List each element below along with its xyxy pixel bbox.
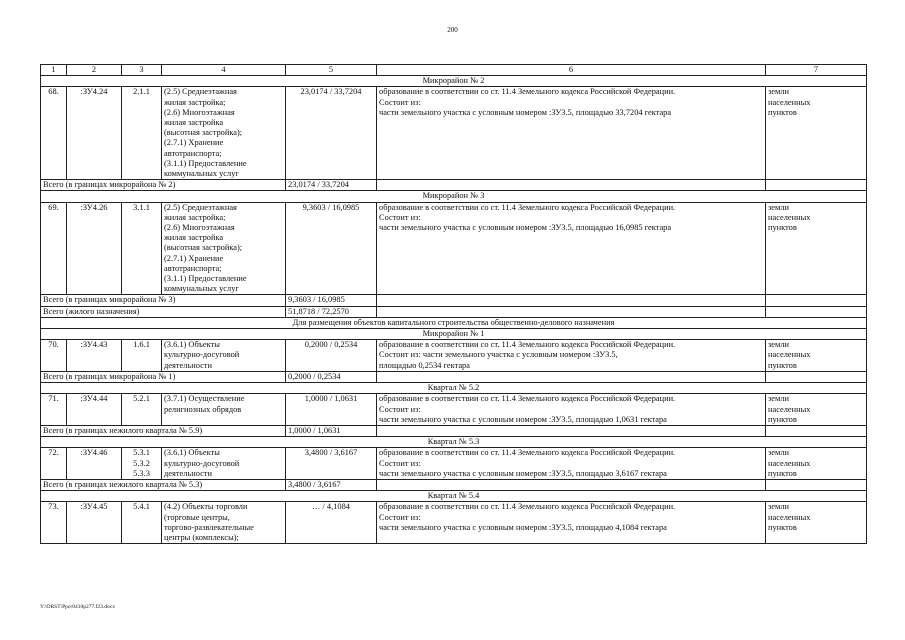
line: Состоит из: [379, 212, 421, 222]
zone-line: 2.1.1 [133, 87, 150, 97]
line: земли [768, 448, 789, 458]
zone-code [122, 394, 162, 426]
plot-area: 9,3603 / 16,0985 [286, 202, 377, 295]
line: земли [768, 394, 789, 404]
plot-code: :ЗУ4.46 [67, 448, 122, 480]
line: образование в соответствии со ст. 11.4 Земельного кодекса Российской Федерации. [379, 448, 676, 458]
line: (3.6.1) Объекты [164, 340, 220, 350]
plot-area: 1,0000 / 1,0631 [286, 394, 377, 426]
formation-description [377, 87, 766, 180]
line: Состоит из: части земельного участка с условным номером :ЗУ3.5, [379, 350, 618, 360]
section-heading: Микрорайон № 1 [41, 329, 867, 340]
permitted-use [162, 448, 286, 480]
row-number: 71. [41, 394, 67, 426]
zone-line: 1.6.1 [133, 340, 150, 350]
section-heading: Для размещения объектов капитального строительства общественно-делового назначения [41, 317, 867, 328]
permitted-use [162, 340, 286, 372]
zone-code [122, 340, 162, 372]
total-row [41, 479, 867, 490]
column-number: 7 [766, 65, 867, 76]
total-label: Всего (в границах нежилого квартала № 5.3) [41, 479, 286, 490]
section-row [41, 76, 867, 87]
line: центры (комплексы); [164, 532, 239, 542]
empty-cell [377, 425, 766, 436]
table-row [41, 87, 867, 180]
plot-area: 23,0174 / 33,7204 [286, 87, 377, 180]
zone-line: 5.3.3 [133, 468, 150, 478]
page-number: 200 [447, 26, 458, 34]
zone-line: 5.3.2 [133, 458, 150, 468]
total-label: Всего (в границах микрорайона № 3) [41, 295, 286, 306]
line: жилая застройка [164, 233, 224, 243]
total-row [41, 425, 867, 436]
line: жилая застройка [164, 118, 224, 128]
section-row [41, 383, 867, 394]
land-category [766, 502, 867, 544]
line: (3.7.1) Осуществление [164, 394, 245, 404]
land-category [766, 202, 867, 295]
footer-file-path: Y:\ORST\Ppo\0410p277.f23.docx [40, 604, 115, 610]
line: коммунальных услуг [164, 169, 239, 179]
section-heading: Квартал № 5.2 [41, 383, 867, 394]
total-row [41, 295, 867, 306]
line: площадью 0,2534 гектара [379, 360, 470, 370]
row-number: 70. [41, 340, 67, 372]
zone-code [122, 448, 162, 480]
total-area: 0,2000 / 0,2534 [286, 371, 377, 382]
empty-cell [377, 371, 766, 382]
formation-description [377, 502, 766, 544]
line: автотранспорта; [164, 148, 222, 158]
zone-code [122, 502, 162, 544]
total-label: Всего (в границах нежилого квартала № 5.9) [41, 425, 286, 436]
formation-description [377, 202, 766, 295]
row-number: 68. [41, 87, 67, 180]
plot-area: 0,2000 / 0,2534 [286, 340, 377, 372]
total-area: 1,0000 / 1,0631 [286, 425, 377, 436]
line: земли [768, 87, 789, 97]
line: (высотная застройка); [164, 128, 243, 138]
line: (2.6) Многоэтажная [164, 107, 235, 117]
line: образование в соответствии со ст. 11.4 Земельного кодекса Российской Федерации. [379, 87, 676, 97]
line: Состоит из: [379, 404, 421, 414]
total-area: 9,3603 / 16,0985 [286, 295, 377, 306]
total-row [41, 371, 867, 382]
line: Состоит из: [379, 458, 421, 468]
line: (2.5) Среднеэтажная [164, 202, 237, 212]
empty-cell [377, 479, 766, 490]
line: (2.6) Многоэтажная [164, 223, 235, 233]
line: части земельного участка с условным номером :ЗУ3.5, площадью 16,0985 гектара [379, 223, 672, 233]
line: Состоит из: [379, 97, 421, 107]
section-heading: Микрорайон № 3 [41, 191, 867, 202]
section-row [41, 437, 867, 448]
permitted-use [162, 502, 286, 544]
empty-cell [766, 371, 867, 382]
line: населенных [768, 97, 811, 107]
line: культурно-досуговой [164, 350, 240, 360]
table-row [41, 202, 867, 295]
zone-line: 5.3.1 [133, 448, 150, 458]
line: торгово-развлекательные [164, 522, 254, 532]
section-row [41, 329, 867, 340]
column-number: 6 [377, 65, 766, 76]
line: (торговые центры, [164, 512, 230, 522]
land-category [766, 340, 867, 372]
line: жилая застройка; [164, 212, 226, 222]
total-label: Всего (в границах микрорайона № 1) [41, 371, 286, 382]
line: населенных [768, 212, 811, 222]
land-category [766, 87, 867, 180]
zone-code [122, 202, 162, 295]
line: населенных [768, 458, 811, 468]
line: земли [768, 502, 789, 512]
line: (4.2) Объекты торговли [164, 502, 248, 512]
column-number: 1 [41, 65, 67, 76]
line: образование в соответствии со ст. 11.4 Земельного кодекса Российской Федерации. [379, 394, 676, 404]
line: пунктов [768, 107, 797, 117]
table-body [41, 65, 867, 544]
total-row [41, 306, 867, 317]
line: (2.7.1) Хранение [164, 253, 224, 263]
empty-cell [766, 295, 867, 306]
total-area: 3,4800 / 3,6167 [286, 479, 377, 490]
line: части земельного участка с условным номером :ЗУ3.5, площадью 4,1084 гектара [379, 522, 667, 532]
plot-code: :ЗУ4.26 [67, 202, 122, 295]
total-label: Всего (жилого назначения) [41, 306, 286, 317]
line: образование в соответствии со ст. 11.4 Земельного кодекса Российской Федерации. [379, 502, 676, 512]
empty-cell [766, 180, 867, 191]
permitted-use [162, 202, 286, 295]
empty-cell [766, 425, 867, 436]
line: (3.6.1) Объекты [164, 448, 220, 458]
table-row [41, 448, 867, 480]
zone-code [122, 87, 162, 180]
line: образование в соответствии со ст. 11.4 Земельного кодекса Российской Федерации. [379, 202, 676, 212]
land-plots-table [40, 64, 867, 544]
column-number: 4 [162, 65, 286, 76]
line: пунктов [768, 468, 797, 478]
line: населенных [768, 404, 811, 414]
line: пунктов [768, 360, 797, 370]
land-category [766, 394, 867, 426]
line: населенных [768, 512, 811, 522]
section-heading: Микрорайон № 2 [41, 76, 867, 87]
formation-description [377, 394, 766, 426]
total-area: 23,0174 / 33,7204 [286, 180, 377, 191]
section-row [41, 317, 867, 328]
row-number: 73. [41, 502, 67, 544]
formation-description [377, 448, 766, 480]
plot-code: :ЗУ4.43 [67, 340, 122, 372]
line: культурно-досуговой [164, 458, 240, 468]
line: пунктов [768, 414, 797, 424]
line: жилая застройка; [164, 97, 226, 107]
column-number: 3 [122, 65, 162, 76]
plot-area: 3,4800 / 3,6167 [286, 448, 377, 480]
column-number-row [41, 65, 867, 76]
line: (2.7.1) Хранение [164, 138, 224, 148]
line: коммунальных услуг [164, 284, 239, 294]
plot-code: :ЗУ4.45 [67, 502, 122, 544]
line: (3.1.1) Предоставление [164, 274, 247, 284]
section-row [41, 191, 867, 202]
line: части земельного участка с условным номером :ЗУ3.5, площадью 1,0631 гектара [379, 414, 667, 424]
line: пунктов [768, 522, 797, 532]
line: части земельного участка с условным номером :ЗУ3.5, площадью 3,6167 гектара [379, 468, 667, 478]
table-row [41, 340, 867, 372]
empty-cell [377, 180, 766, 191]
permitted-use [162, 394, 286, 426]
line: Состоит из: [379, 512, 421, 522]
empty-cell [377, 306, 766, 317]
line: автотранспорта; [164, 263, 222, 273]
section-heading: Квартал № 5.3 [41, 437, 867, 448]
column-number: 2 [67, 65, 122, 76]
total-row [41, 180, 867, 191]
total-label: Всего (в границах микрорайона № 2) [41, 180, 286, 191]
table-row [41, 394, 867, 426]
zone-line: 5.2.1 [133, 394, 150, 404]
plot-area: … / 4,1084 [286, 502, 377, 544]
row-number: 72. [41, 448, 67, 480]
section-row [41, 491, 867, 502]
total-area: 51,8718 / 72,2570 [286, 306, 377, 317]
permitted-use [162, 87, 286, 180]
plot-code: :ЗУ4.24 [67, 87, 122, 180]
line: деятельности [164, 468, 212, 478]
line: части земельного участка с условным номером :ЗУ3.5, площадью 33,7204 гектара [379, 107, 672, 117]
formation-description [377, 340, 766, 372]
line: пунктов [768, 223, 797, 233]
zone-line: 5.4.1 [133, 502, 150, 512]
table-row [41, 502, 867, 544]
line: (2.5) Среднеэтажная [164, 87, 237, 97]
column-number: 5 [286, 65, 377, 76]
line: (высотная застройка); [164, 243, 243, 253]
land-category [766, 448, 867, 480]
line: образование в соответствии со ст. 11.4 Земельного кодекса Российской Федерации. [379, 340, 676, 350]
section-heading: Квартал № 5.4 [41, 491, 867, 502]
plot-code: :ЗУ4.44 [67, 394, 122, 426]
empty-cell [377, 295, 766, 306]
line: религиозных обрядов [164, 404, 242, 414]
line: земли [768, 202, 789, 212]
line: деятельности [164, 360, 212, 370]
empty-cell [766, 479, 867, 490]
line: населенных [768, 350, 811, 360]
line: земли [768, 340, 789, 350]
zone-line: 3.1.1 [133, 202, 150, 212]
empty-cell [766, 306, 867, 317]
row-number: 69. [41, 202, 67, 295]
line: (3.1.1) Предоставление [164, 158, 247, 168]
